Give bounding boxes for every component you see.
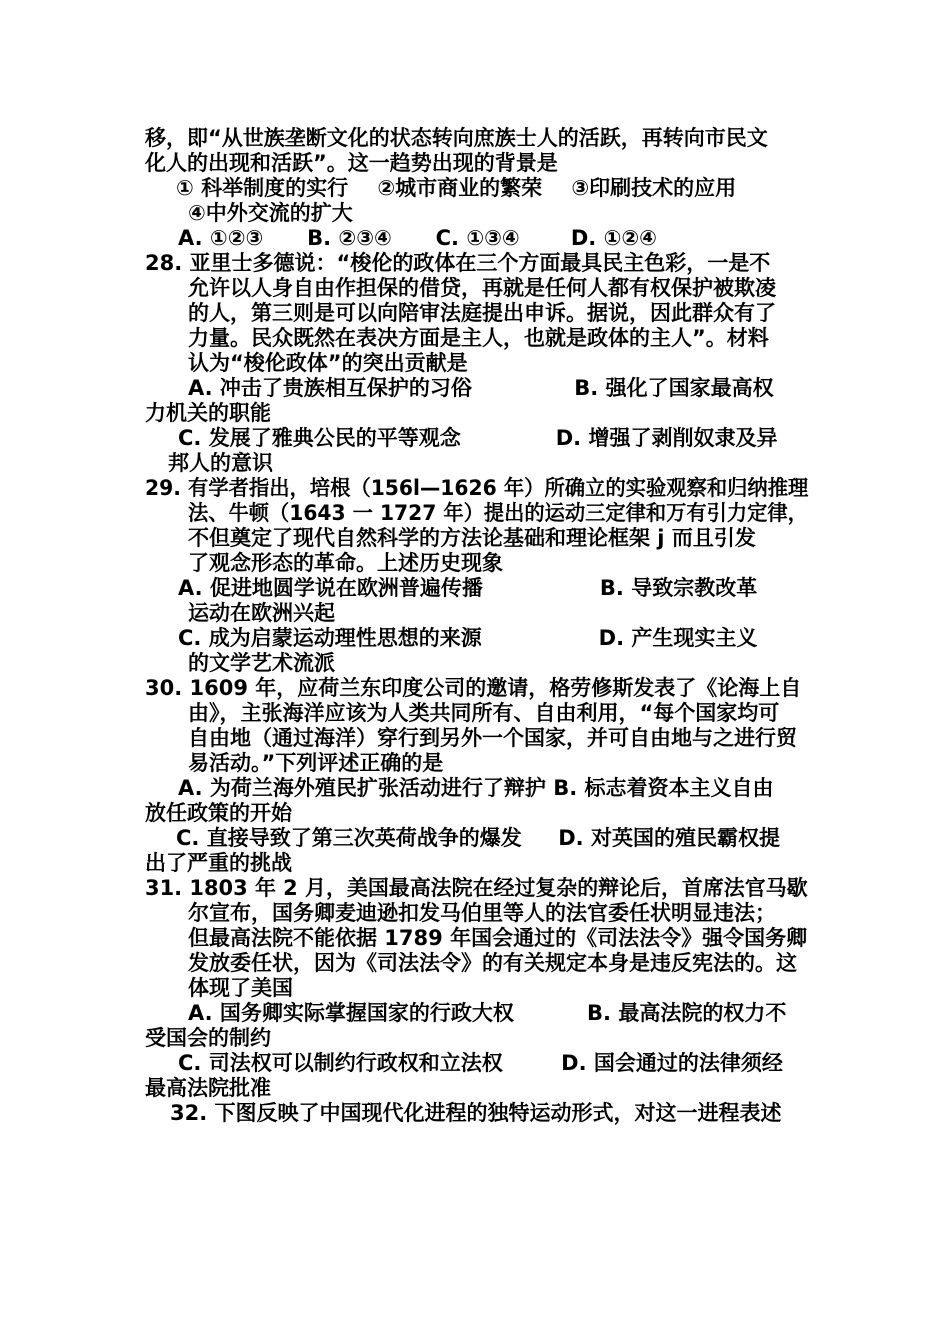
text-line: 了观念形态的革命。上述历史现象: [188, 551, 503, 575]
option-line: 力机关的职能: [145, 401, 271, 425]
text-line: 的人，第三则是可以向陪审法庭提出申诉。据说，因此群众有了: [188, 301, 776, 325]
option-line: 受国会的制约: [145, 1026, 271, 1050]
text-line: 移，即“从世族垄断文化的状态转向庶族士人的活跃，再转向市民文: [145, 126, 768, 150]
option-line: C. 成为启蒙运动理性思想的来源 D. 产生现实主义: [178, 626, 758, 650]
text-line: 不但奠定了现代自然科学的方法论基础和理论框架 j 而且引发: [188, 526, 756, 550]
option-line: 邦人的意识: [168, 451, 273, 475]
text-line: 认为“梭伦政体”的突出贡献是: [188, 351, 468, 375]
option-line: A. 为荷兰海外殖民扩张活动进行了辩护 B. 标志着资本主义自由: [178, 776, 774, 800]
text-line: 体现了美国: [188, 976, 293, 1000]
question-29: 29. 有学者指出，培根（156l—1626 年）所确立的实验观察和归纳推理: [145, 476, 809, 500]
text-line: 尔宣布，国务卿麦迪逊扣发马伯里等人的法官委任状明显违法；: [188, 901, 776, 925]
option-line: ① 科举制度的实行 ②城市商业的繁荣 ③印刷技术的应用: [176, 176, 737, 200]
option-line: 运动在欧洲兴起: [188, 601, 335, 625]
text-line: 力量。民众既然在表决方面是主人，也就是政体的主人”。材料: [188, 326, 769, 350]
text-line: 允许以人身自由作担保的借贷，再就是任何人都有权保护被欺凌: [188, 276, 776, 300]
question-30: 30. 1609 年，应荷兰东印度公司的邀请，格劳修斯发表了《论海上自: [145, 676, 802, 700]
answer-choices: A. ①②③ B. ②③④ C. ①③④ D. ①②④: [178, 226, 657, 250]
text-line: 法、牛顿（1643 一 1727 年）提出的运动三定律和万有引力定律，: [188, 501, 808, 525]
option-line: 出了严重的挑战: [145, 851, 292, 875]
option-line: 放任政策的开始: [145, 801, 292, 825]
option-line: A. 国务卿实际掌握国家的行政大权 B. 最高法院的权力不: [188, 1001, 787, 1025]
option-line: C. 发展了雅典公民的平等观念 D. 增强了剥削奴隶及异: [178, 426, 778, 450]
text-line: 自由地（通过海洋）穿行到另外一个国家，并可自由地与之进行贸: [188, 726, 797, 750]
option-line: 最高法院批准: [145, 1076, 271, 1100]
text-line: 易活动。”下列评述正确的是: [188, 751, 444, 775]
question-31: 31. 1803 年 2 月，美国最高法院在经过复杂的辩论后，首席法官马歇: [145, 876, 808, 900]
option-line: ④中外交流的扩大: [188, 201, 353, 225]
question-32: 32. 下图反映了中国现代化进程的独特运动形式，对这一进程表述: [170, 1101, 782, 1125]
text-line: 由》，主张海洋应该为人类共同所有、自由利用，“每个国家均可: [188, 701, 780, 725]
option-line: A. 促进地圆学说在欧洲普遍传播 B. 导致宗教改革: [178, 576, 758, 600]
option-line: C. 直接导致了第三次英荷战争的爆发 D. 对英国的殖民霸权提: [176, 826, 780, 850]
text-line: 化人的出现和活跃”。这一趋势出现的背景是: [145, 151, 558, 175]
option-line: 的文学艺术流派: [188, 651, 335, 675]
text-line: 发放委任状，因为《司法法令》的有关规定本身是违反宪法的。这: [188, 951, 797, 975]
option-line: A. 冲击了贵族相互保护的习俗 B. 强化了国家最高权: [188, 376, 774, 400]
question-28: 28. 亚里士多德说：“梭伦的政体在三个方面最具民主色彩，一是不: [145, 251, 771, 275]
option-line: C. 司法权可以制约行政权和立法权 D. 国会通过的法律须经: [178, 1051, 783, 1075]
text-line: 但最高法院不能依据 1789 年国会通过的《司法法令》强令国务卿: [188, 926, 808, 950]
